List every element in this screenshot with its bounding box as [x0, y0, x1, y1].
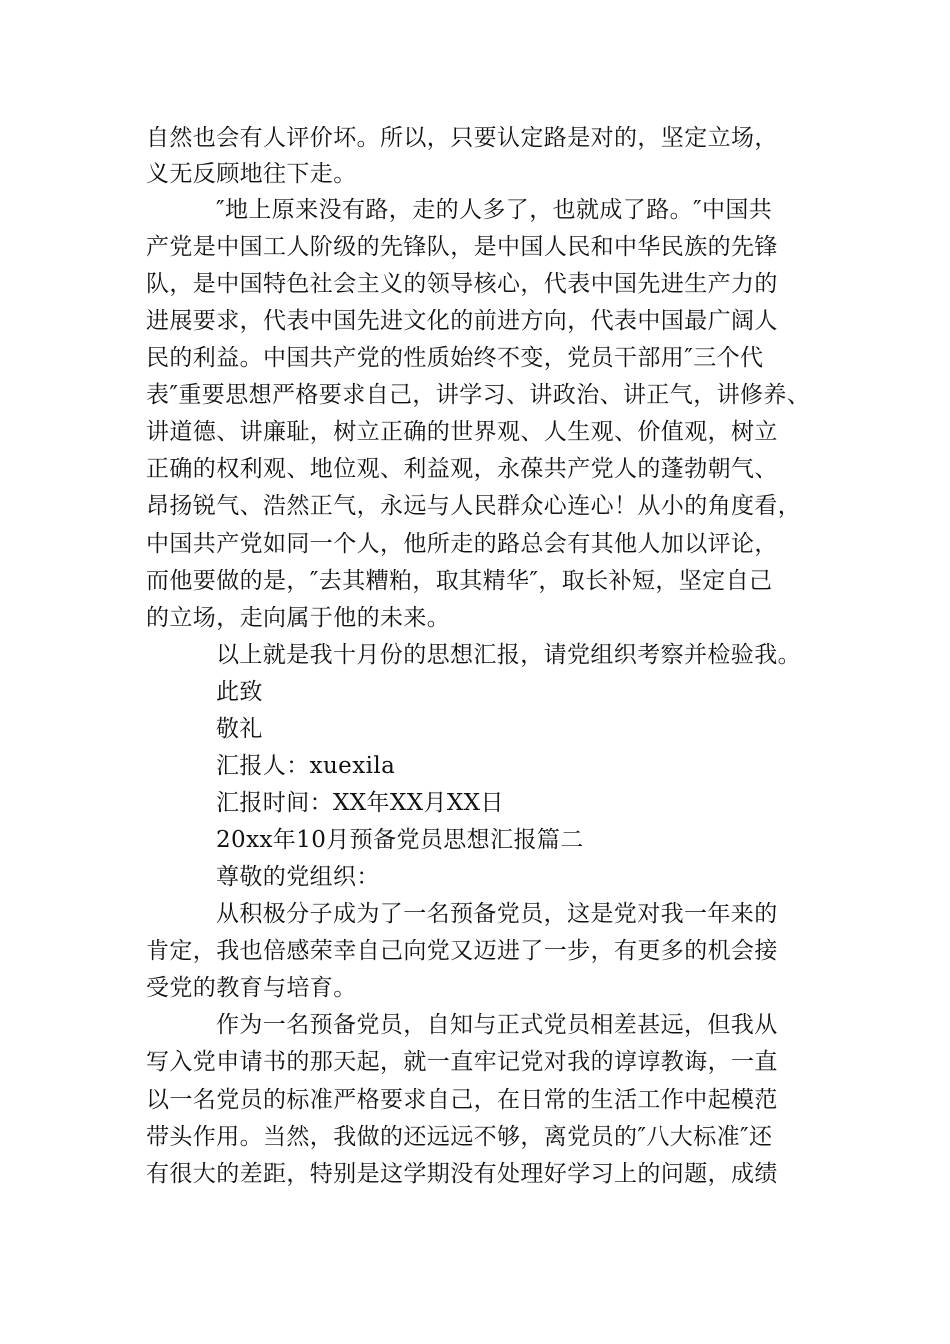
text-line: 肯定，我也倍感荣幸自己向党又迈进了一步，有更多的机会接 — [146, 938, 778, 964]
text-line: 队，是中国特色社会主义的领导核心，代表中国先进生产力的 — [146, 271, 778, 297]
text-line: 有很大的差距，特别是这学期没有处理好学习上的问题，成绩 — [146, 1161, 778, 1187]
text-line: 20xx年10月预备党员思想汇报篇二 — [216, 827, 584, 853]
text-line: 讲道德、讲廉耻，树立正确的世界观、人生观、价值观，树立 — [146, 419, 778, 445]
text-line: 尊敬的党组织： — [216, 864, 380, 890]
text-line: 汇报时间：XX年XX月XX日 — [216, 790, 504, 816]
text-line: 从积极分子成为了一名预备党员，这是党对我一年来的 — [216, 901, 778, 927]
text-line: 正确的权利观、地位观、利益观，永葆共产党人的蓬勃朝气、 — [146, 456, 778, 482]
text-line: 以上就是我十月份的思想汇报，请党组织考察并检验我。 — [216, 642, 801, 668]
text-line: 以一名党员的标准严格要求自己，在日常的生活工作中起模范 — [146, 1087, 778, 1113]
text-line: 写入党申请书的那天起，就一直牢记党对我的谆谆教诲，一直 — [146, 1049, 778, 1075]
text-line: 义无反顾地往下走。 — [146, 161, 357, 187]
text-line: 的立场，走向属于他的未来。 — [146, 605, 451, 631]
text-line: 昂扬锐气、浩然正气，永远与人民群众心连心！从小的角度看， — [146, 493, 802, 519]
text-line: 表″重要思想严格要求自己，讲学习、讲政治、讲正气，讲修养、 — [146, 382, 811, 408]
text-line: 受党的教育与培育。 — [146, 975, 357, 1001]
text-line: ″地上原来没有路，走的人多了，也就成了路。″中国共 — [216, 197, 773, 223]
text-line: 此致 — [216, 679, 263, 705]
text-line: 带头作用。当然，我做的还远远不够，离党员的″八大标准″还 — [146, 1124, 773, 1150]
text-line: 汇报人：xuexila — [216, 753, 396, 779]
text-line: 中国共产党如同一个人，他所走的路总会有其他人加以评论， — [146, 531, 778, 557]
text-line: 而他要做的是，″去其糟粕，取其精华″，取长补短，坚定自己 — [146, 568, 773, 594]
text-line: 民的利益。中国共产党的性质始终不变，党员干部用″三个代 — [146, 345, 764, 371]
text-line: 敬礼 — [216, 716, 263, 742]
text-line: 自然也会有人评价坏。所以，只要认定路是对的，坚定立场， — [146, 125, 778, 151]
text-line: 产党是中国工人阶级的先锋队，是中国人民和中华民族的先锋 — [146, 234, 778, 260]
text-line: 作为一名预备党员，自知与正式党员相差甚远，但我从 — [216, 1012, 778, 1038]
text-line: 进展要求，代表中国先进文化的前进方向，代表中国最广阔人 — [146, 308, 778, 334]
